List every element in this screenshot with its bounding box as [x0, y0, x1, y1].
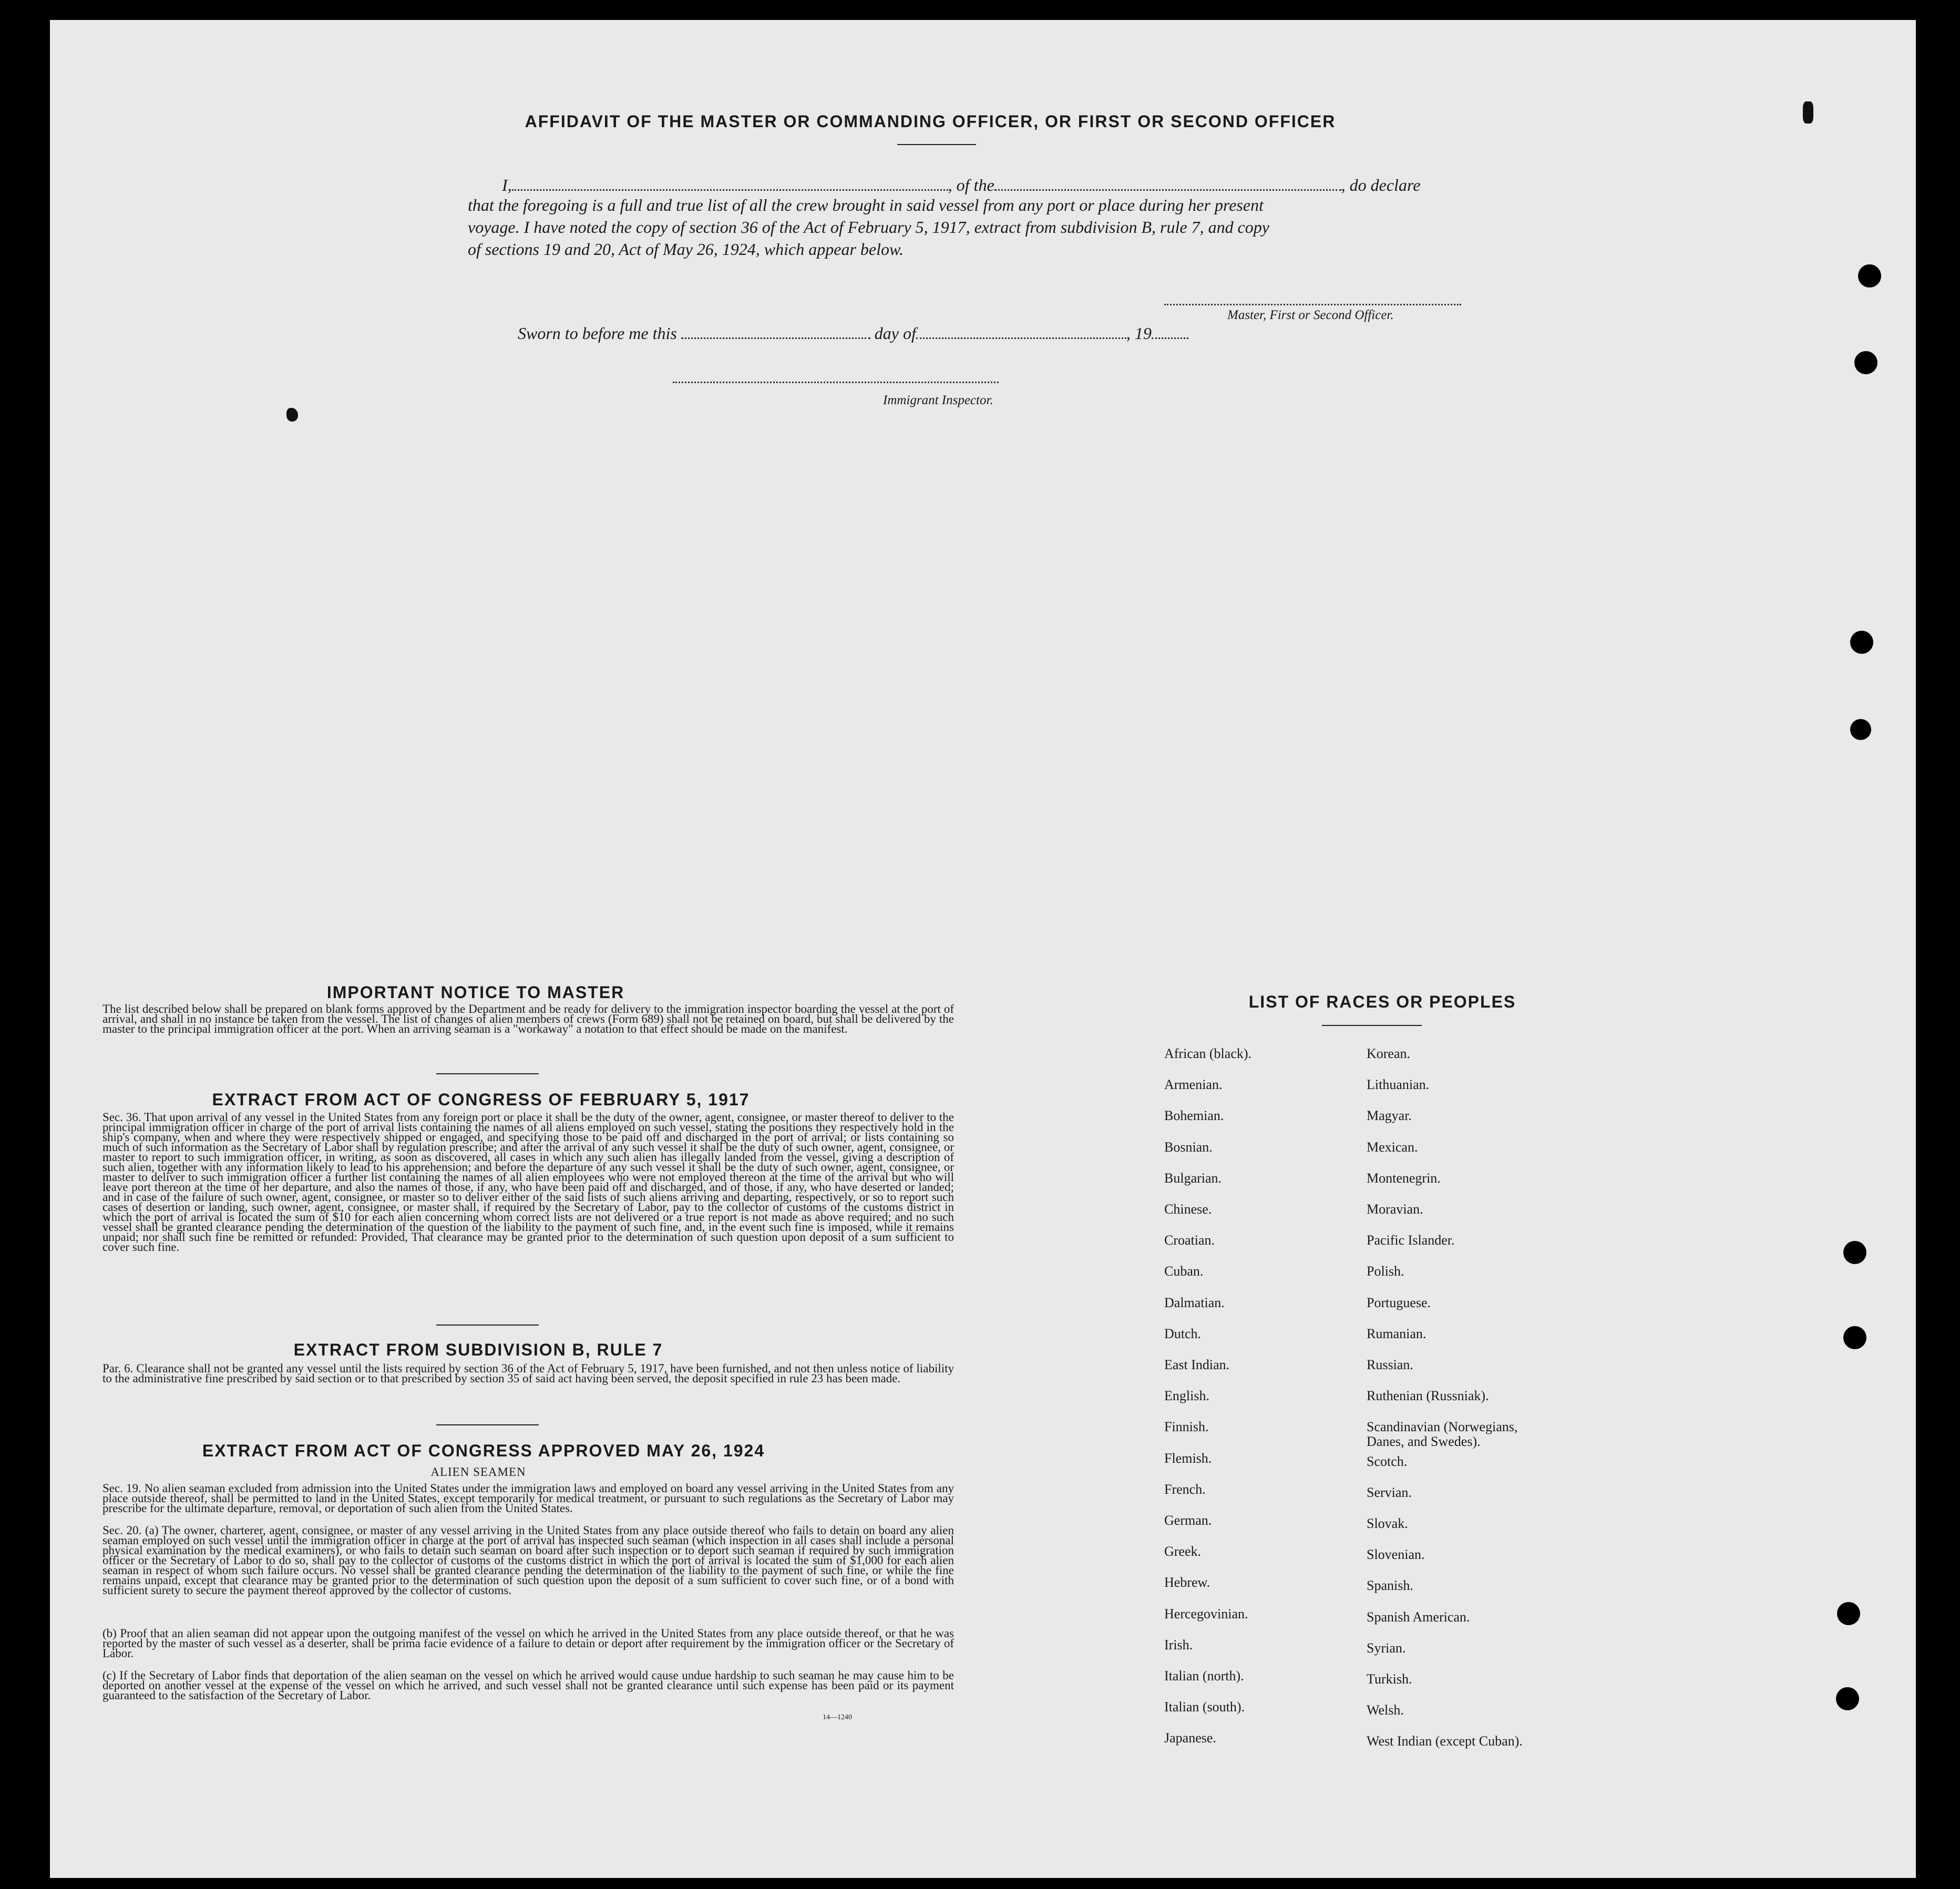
punch-hole — [1843, 1241, 1866, 1264]
sworn-year-field[interactable] — [1152, 322, 1188, 339]
sworn-line — [518, 322, 1188, 343]
race-item: Welsh. — [1367, 1702, 1404, 1718]
extract-1924-sec20a: Sec. 20. (a) The owner, charterer, agent, consignee, or master of any vessel arriving in the United States from any place outside thereof who fails to detain on board any alien seaman employed on such vessel until the immigration officer in charge at the port of arrival has inspected such seaman (which inspection in all cases shall include a personal physical examination by the medical examiners), or who fails to detain such seaman on board after such inspection or to deport such seaman if required by such immigration officer or the Secretary of Labor to do so, shall pay to the collector of customs of the customs district in which the port of arrival is located the sum of $1,000 for each alien seaman in respect of whom such failure occurs. No vessel shall be granted clearance pending the determination of the liability to the payment of such fine, or while the fine remains unpaid, except that clearance may be granted prior to the determination of such question upon the deposit of a sum sufficient to cover such fine, or of a bond with sufficient surety to secure the payment thereof approved by the collector of customs. — [102, 1524, 954, 1597]
extract-1924-subtitle: ALIEN SEAMEN — [430, 1465, 526, 1479]
race-item: Dalmatian. — [1164, 1295, 1225, 1310]
race-item: Irish. — [1164, 1637, 1193, 1652]
race-item: Servian. — [1367, 1485, 1412, 1500]
extract-1917-rule — [436, 1325, 539, 1326]
race-item: African (black). — [1164, 1046, 1252, 1061]
race-item: West Indian (except Cuban). — [1367, 1733, 1523, 1749]
punch-hole — [1858, 264, 1881, 288]
race-item: Ruthenian (Russniak). — [1367, 1388, 1489, 1403]
race-item: Korean. — [1367, 1046, 1411, 1061]
race-item: Lithuanian. — [1367, 1077, 1430, 1092]
race-item: Mexican. — [1367, 1139, 1418, 1155]
race-item: Italian (north). — [1164, 1668, 1244, 1683]
race-item: Slovak. — [1367, 1516, 1408, 1531]
vessel-name-field[interactable] — [994, 173, 1341, 191]
extract-rule7-rule — [436, 1424, 539, 1425]
punch-hole — [1850, 719, 1871, 740]
race-item: Slovenian. — [1367, 1547, 1425, 1562]
race-item: English. — [1164, 1388, 1209, 1403]
punch-hole — [1854, 351, 1877, 374]
race-item: Greek. — [1164, 1544, 1202, 1559]
race-item: Rumanian. — [1367, 1326, 1427, 1341]
race-item: Syrian. — [1367, 1640, 1406, 1656]
race-item: Magyar. — [1367, 1108, 1412, 1123]
sworn-month-field[interactable] — [916, 322, 1126, 339]
extract-1924-sec20c: (c) If the Secretary of Labor finds that deportation of the alien seaman on the vessel on which he arrived would cause undue hardship to such seaman he may cause him to be deported on another vessel at the expense of the vessel on which he arrived, and such vessel shall not be granted clearance until such expense has been paid or its payment guaranteed to the satisfaction of the Secretary of Labor. — [102, 1669, 954, 1702]
extract-1917-text: Sec. 36. That upon arrival of any vessel in the United States from any foreign port or place it shall be the duty of the owner, agent, consignee, or master thereof to deliver to the principal immigration officer in charge of the port of arrival lists containing the names of all aliens employed on such vessel, stating the positions they respectively hold in the ship's company, when and where they were respectively shipped or engaged, and specifying those to be paid off and discharged in the port of arrival; or lists containing so much of such information as the Secretary of Labor shall by regulation prescribe; and after the arrival of any such vessel it shall be the duty of such owner, agent, consignee, or master to report to such immigration officer, in writing, as soon as discovered, all cases in which any such alien has illegally landed from the vessel, giving a description of such alien, together with any information likely to lead to his apprehension; and before the departure of any such vessel it shall be the duty of such owner, agent, consignee, or master to deliver to such immigration officer a further list containing the names of all alien employees who were not employed thereon at the time of the arrival but who will leave port thereon at the time of her departure, and also the names of those, if any, who have been paid off and discharged, and of those, if any, who have deserted or landed; and in case of the failure of such owner, agent, consignee, or master so to deliver either of the said lists of such aliens arriving and departing, respectively, or so to report such cases of desertion or landing, such owner, agent, consignee, or master shall, if required by the Secretary of Labor, pay to the collector of customs of the customs district in which the port of arrival is located the sum of $10 for each alien concerning whom correct lists are not delivered or a true report is not made as above required; and no such vessel shall be granted clearance pending the determination of the question of the liability to the payment of such fine, and, in the event such fine is imposed, while it remains unpaid; nor shall such fine be remitted or refunded: Provided, That clearance may be granted prior to the determination of such question upon deposit of a sum sufficient to cover such fine. — [102, 1111, 954, 1254]
race-item: French. — [1164, 1482, 1206, 1497]
race-item: Hercegovinian. — [1164, 1606, 1248, 1621]
punch-hole — [1850, 631, 1873, 654]
punch-hole — [1843, 1326, 1866, 1349]
inspector-signature-line[interactable] — [673, 382, 999, 383]
affidavit-line-4: of sections 19 and 20, Act of May 26, 1924, which appear below. — [468, 240, 904, 259]
inspector-signature-label: Immigrant Inspector. — [883, 393, 993, 407]
race-item: Portuguese. — [1367, 1295, 1431, 1310]
extract-rule7-text: Par. 6. Clearance shall not be granted any vessel until the lists required by section 36 of the Act of February 5, 1917, have been furnished, and not then unless notice of liability to the administrative fine prescribed by said section or to that prescribed by section 35 of said act having been served, the deposit specified in rule 23 has been made. — [102, 1362, 954, 1385]
race-item: Finnish. — [1164, 1419, 1209, 1434]
punch-hole — [1836, 1687, 1859, 1710]
year-label: , 19 — [1126, 324, 1152, 343]
declare-label: , do declare — [1341, 176, 1421, 194]
affidavit-line-1 — [502, 173, 1543, 195]
race-item: Croatian. — [1164, 1233, 1215, 1248]
race-item: Bulgarian. — [1164, 1171, 1222, 1186]
affidavit-line-3: voyage. I have noted the copy of section 36 of the Act of February 5, 1917, extract from subdivision B, rule 7, and copy — [468, 218, 1269, 237]
race-item: German. — [1164, 1513, 1212, 1528]
race-item: Spanish. — [1367, 1578, 1413, 1593]
affidavit-line-2: that the foregoing is a full and true list of all the crew brought in said vessel from any port or place during her present — [468, 196, 1264, 214]
race-item: Montenegrin. — [1367, 1171, 1441, 1186]
declarant-name-field[interactable] — [512, 173, 948, 191]
race-item: Bohemian. — [1164, 1108, 1224, 1123]
race-item: Russian. — [1367, 1357, 1413, 1372]
race-scandinavian-continued: Danes, and Swedes). — [1367, 1434, 1481, 1449]
ink-mark — [1803, 101, 1813, 124]
race-item: Japanese. — [1164, 1730, 1216, 1746]
race-item: Polish. — [1367, 1264, 1404, 1279]
race-item: Bosnian. — [1164, 1139, 1213, 1155]
notice-title: IMPORTANT NOTICE TO MASTER — [326, 983, 625, 1002]
race-item: Italian (south). — [1164, 1699, 1245, 1715]
ink-mark — [286, 408, 298, 422]
race-item: Chinese. — [1164, 1202, 1212, 1217]
race-item: Scotch. — [1367, 1454, 1408, 1469]
notice-text: The list described below shall be prepared on blank forms approved by the Department and be ready for delivery to the immigration inspector boarding the vessel at the port of arrival, and shall in no instance be taken from the vessel. The list of changes of alien members of crews (Form 689) shall not be retained on board, but shall be delivered by the master to the principal immigration officer at the port. When an arriving seaman is a "workaway" a notation to that effect should be made on the manifest. — [102, 1002, 954, 1035]
races-title: LIST OF RACES OR PEOPLES — [1248, 992, 1516, 1011]
title-rule — [897, 144, 976, 145]
race-item: Spanish American. — [1367, 1609, 1470, 1625]
extract-1924-sec20b: (b) Proof that an alien seaman did not appear upon the outgoing manifest of the vessel on which he arrived in the United States from any place outside thereof, or that he was reported by the master of such vessel as a deserter, shall be prima facie evidence of a failure to detain or deport after requirement by the immigration officer or the Secretary of Labor. — [102, 1627, 954, 1660]
sworn-day-field[interactable] — [681, 322, 870, 339]
race-item: Dutch. — [1164, 1326, 1202, 1341]
race-item: Moravian. — [1367, 1202, 1423, 1217]
master-signature-line[interactable] — [1164, 304, 1461, 305]
day-of-label: day of — [874, 324, 916, 343]
master-signature-label: Master, First or Second Officer. — [1227, 308, 1394, 322]
race-item: Flemish. — [1164, 1451, 1212, 1466]
race-item: Pacific Islander. — [1367, 1233, 1455, 1248]
document-page — [50, 20, 1916, 1878]
race-item: Cuban. — [1164, 1264, 1204, 1279]
vessel-label: , of the — [948, 176, 994, 194]
race-item: Armenian. — [1164, 1077, 1223, 1092]
sworn-label: Sworn to before me this — [518, 324, 677, 343]
extract-rule7-title: EXTRACT FROM SUBDIVISION B, RULE 7 — [293, 1340, 663, 1359]
race-item: Turkish. — [1367, 1671, 1412, 1687]
punch-hole — [1837, 1602, 1860, 1625]
notice-rule — [436, 1073, 539, 1074]
races-rule — [1322, 1025, 1422, 1026]
race-item: East Indian. — [1164, 1357, 1230, 1372]
extract-1924-sec19: Sec. 19. No alien seaman excluded from admission into the United States under the immigration laws and employed on board any vessel arriving in the United States from any place outside thereof, shall be permitted to land in the United States, except temporarily for medical treatment, or pursuant to such regulations as the Secretary of Labor may prescribe for the ultimate departure, removal, or deportation of such alien from the United States. — [102, 1482, 954, 1515]
race-item: Scandinavian (Norwegians, — [1367, 1419, 1518, 1434]
race-item: Hebrew. — [1164, 1575, 1210, 1590]
affidavit-title: AFFIDAVIT OF THE MASTER OR COMMANDING OFFICER, OR FIRST OR SECOND OFFICER — [525, 112, 1336, 131]
extract-1917-title: EXTRACT FROM ACT OF CONGRESS OF FEBRUARY 5, 1917 — [212, 1090, 750, 1109]
form-number: 14—1240 — [823, 1713, 852, 1721]
extract-1924-title: EXTRACT FROM ACT OF CONGRESS APPROVED MAY 26, 1924 — [202, 1441, 765, 1460]
declarant-label: I, — [502, 176, 512, 194]
